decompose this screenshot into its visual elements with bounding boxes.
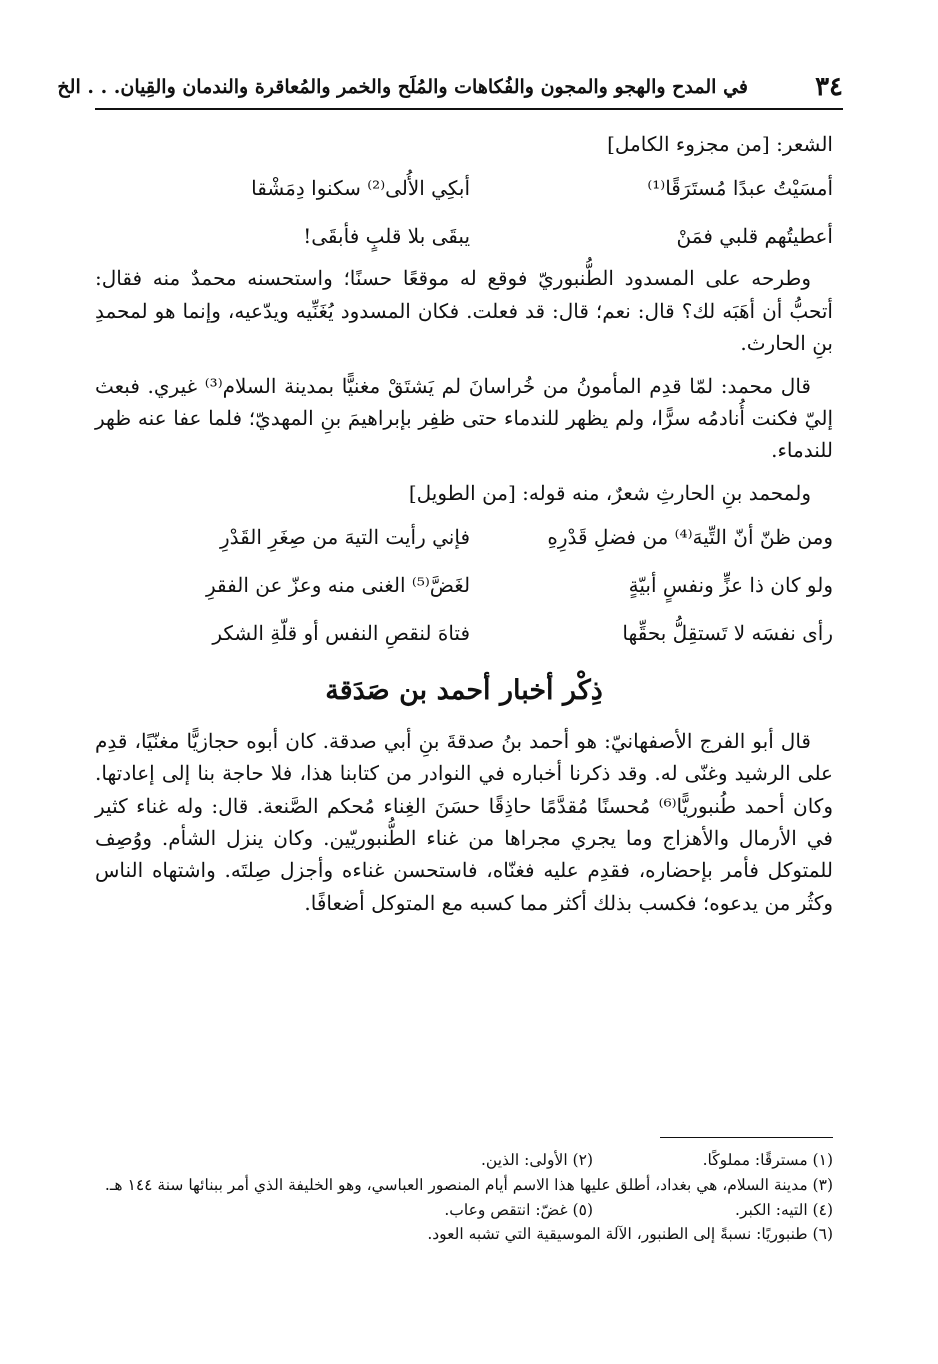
footnotes xyxy=(95,1148,833,1247)
footnote-rule xyxy=(660,1137,833,1138)
footnote-4: (٤) التيه: الكبر. xyxy=(735,1200,833,1219)
meter-label-1: الشعر: [من مجزوء الكامل] xyxy=(607,132,833,156)
running-title: في المدح والهجو والمجون والفُكاهات والمُلَح والخمر والمُعاقرة والندمان والقِيان. . . الخ xyxy=(57,76,748,98)
paragraph-1: وطرحه على المسدود الطُّنبوريّ فوقع له موقعًا حسنًا؛ واستحسنه محمدٌ منه فقال: أتحبُّ أن أهَبَه لك؟ قال: نعم؛ قال: قد فعلت. فكان المسدود يُغَنِّيه ويدّعيه، وإنما هو لمحمدِ بنِ الحارث. xyxy=(95,266,833,356)
verse-hemistich-left: فتاهَ لنقصِ النفس أو قلّةِ الشكر xyxy=(212,621,471,646)
verse-hemistich-right: ومن ظنّ أنّ التِّيهَ⁽⁴⁾ من فضلِ قَدْرِهِ xyxy=(547,525,833,550)
paragraph-3: قال أبو الفرج الأصفهانيّ: هو أحمد بنُ صدقةَ بنِ أبي صدقة. كان أبوه حجازيًّا مغنّيًا، قدِم على الرشيد وغنّى له. وقد ذكرنا أخباره في النوادر من كتابنا هذا، فلا حاجة بنا إلى إعادتها. وكان أحمد طُنبوريًّا⁽⁶⁾ مُحسنًا مُقدَّمًا حاذِقًا حسَنَ الغِناء مُحكم الصَّنعة. قال: وله غناء كثير في الأرمال والأهزاج وما يجري مجراها من غناء الطُّنبوريّين. وكان ينزل الشأم. ووُصِف للمتوكل فأمر بإحضاره، فقدِم عليه فغنّاه، فاستحسن غناءه وأجزل صِلتَه. واشتهاه الناس وكثُر من يدعوه؛ فكسب بذلك أكثر مما كسبه مع المتوكل أضعافًا. xyxy=(95,728,833,915)
verse-hemistich-right: أمسَيْتُ عبدًا مُستَرَقًا⁽¹⁾ xyxy=(647,176,833,201)
meter-label-2: ولمحمد بنِ الحارثِ شعرٌ، منه قوله: [من الطويل] xyxy=(408,480,811,505)
page-number: ٣٤ xyxy=(815,72,843,102)
footnote-row xyxy=(95,1198,833,1223)
verse-line xyxy=(95,563,833,607)
verse-hemistich-right: أعطيتُهم قلبي فمَنْ xyxy=(676,224,833,249)
verse-line xyxy=(95,515,833,559)
verse-hemistich-left: لغَضَّ⁽⁵⁾ الغنى منه وعزّ عن الفقرِ xyxy=(205,573,471,598)
verse-hemistich-right: ولو كان ذا عزٍّ ونفسٍ أبيّةٍ xyxy=(628,573,833,598)
page-header xyxy=(57,72,843,110)
footnote-3: (٣) مدينة السلام، هي بغداد، أطلق عليها هذا الاسم أيام المنصور العباسي، وهو الخليفة الذي أمر ببنائها سنة ١٤٤ هـ. xyxy=(104,1175,833,1194)
footnote-1: (١) مسترقًا: مملوكًا. xyxy=(702,1151,833,1169)
verse-hemistich-left: فإني رأيت التيهَ من صِغَرِ القَدْرِ xyxy=(219,525,471,550)
footnote-6: (٦) طنبوريًا: نسبةً إلى الطنبور، الآلة الموسيقية التي تشبه العود. xyxy=(427,1225,833,1244)
verse-line xyxy=(95,214,833,258)
verse-hemistich-left: أبكِي الأُلى⁽²⁾ سكنوا دِمَشْقا xyxy=(251,176,471,201)
verse-hemistich-right: رأى نفسَه لا تَستقِلُّ بحقِّها xyxy=(622,621,833,646)
page-body xyxy=(95,128,833,919)
footnote-5: (٥) غضّ: انتقص وعاب. xyxy=(444,1200,593,1219)
header-rule xyxy=(95,108,843,110)
verse-hemistich-left: يبقَى بلا قلبٍ فأبقَى! xyxy=(303,224,471,249)
footnote-row xyxy=(95,1148,833,1173)
verse-line xyxy=(95,166,833,210)
section-title: ذِكْر أخبار أحمد بن صَدَقة xyxy=(325,675,603,707)
footnote-2: (٢) الأولى: الذين. xyxy=(481,1151,593,1169)
paragraph-2: قال محمد: لمّا قدِم المأمونُ من خُراسانَ لم يَشتَقْ مغنيًّا بمدينة السلام⁽³⁾ غيري. فبعث إليّ فكنت أُنادمُه سرًّا، ولم يظهر للندماء حتى ظفِر بإبراهيمَ بنِ المهديّ؛ فلما عفا عنه ظهر للندماء. xyxy=(95,373,833,463)
verse-line xyxy=(95,611,833,655)
